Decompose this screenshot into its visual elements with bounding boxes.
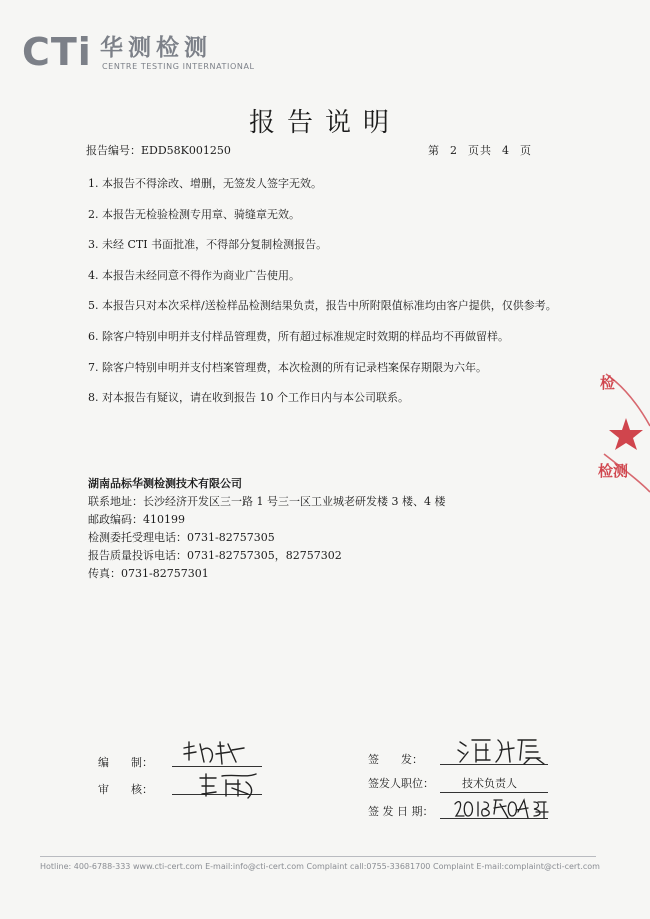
issue-date-handwriting [452, 796, 550, 822]
report-number: 报告编号：EDD58K001250 [86, 144, 231, 157]
page-footer [40, 862, 600, 871]
page-info [428, 142, 532, 158]
notice-item: 3. 未经 CTI 书面批准，不得部分复制检测报告。 [88, 238, 328, 252]
page-prefix: 第 [428, 144, 440, 157]
seal-stamp [596, 368, 650, 498]
notice-item: 4. 本报告未经同意不得作为商业广告使用。 [88, 268, 300, 282]
footer-website: www.cti-cert.com [133, 862, 203, 871]
stamp-text-bottom: 检测 [598, 462, 629, 480]
notice-item: 6. 除客户特别申明并支付样品管理费，所有超过标准规定时效期的样品均不再做留样。 [88, 329, 509, 343]
notice-item: 8. 对本报告有疑议，请在收到报告 10 个工作日内与本公司联系。 [88, 391, 409, 405]
issuer-position-label: 签发人职位： [368, 777, 434, 790]
logo-name-en: CENTRE TESTING INTERNATIONAL [102, 62, 255, 71]
prepared-by-label: 编 制： [98, 756, 153, 769]
page-suffix: 页 [520, 144, 532, 157]
company-name: 湖南品标华测检测技术有限公司 [88, 477, 242, 490]
page-title: 报告说明 [248, 108, 401, 138]
footer-hotline: Hotline: 400-6788-333 [40, 862, 131, 871]
notice-item: 5. 本报告只对本次采样/送检样品检测结果负责，报告中所附限值标准均由客户提供，仅供参考。 [88, 299, 557, 313]
page-current: 2 [450, 144, 458, 157]
issuer-position: 技术负责人 [462, 777, 517, 790]
contact-postcode: 邮政编码：410199 [88, 513, 185, 526]
page-middle: 页共 [468, 144, 492, 157]
footer-complaint-call: Complaint call:0755-33681700 [306, 862, 431, 871]
notice-item: 7. 除客户特别申明并支付档案管理费，本次检测的所有记录档案保存期限为六年。 [88, 360, 487, 374]
issue-date-label: 签 发 日 期： [368, 805, 434, 818]
prepared-by-signature [180, 740, 250, 768]
page-total: 4 [502, 144, 510, 157]
stamp-text-top: 检 [600, 374, 616, 392]
notice-item: 1. 本报告不得涂改、增删，无签发人签字无效。 [88, 177, 322, 190]
contact-block [88, 476, 445, 584]
complaint-phone: 报告质量投诉电话：0731-82757305，82757302 [88, 549, 342, 562]
logo-brand: CTi [22, 30, 92, 74]
footer-complaint-email: Complaint E-mail:complaint@cti-cert.com [432, 862, 600, 871]
acceptance-phone: 检测委托受理电话：0731-82757305 [88, 531, 275, 544]
contact-address: 联系地址：长沙经济开发区三一路 1 号三一区工业城老研发楼 3 楼、4 楼 [88, 495, 446, 508]
notice-item: 2. 本报告无检验检测专用章、骑缝章无效。 [88, 207, 300, 221]
footer-email: E-mail:info@cti-cert.com [205, 862, 304, 871]
notice-list [88, 176, 558, 421]
reviewed-by-signature [196, 770, 266, 800]
footer-divider [40, 856, 596, 857]
issuer-position-line [440, 792, 548, 793]
issued-by-signature [456, 736, 546, 766]
reviewed-by-label: 审 核： [98, 783, 153, 796]
issued-by-label: 签 发： [368, 753, 423, 766]
logo-name-cn: 华测检测 [100, 35, 212, 61]
contact-fax: 传真：0731-82757301 [88, 567, 209, 580]
